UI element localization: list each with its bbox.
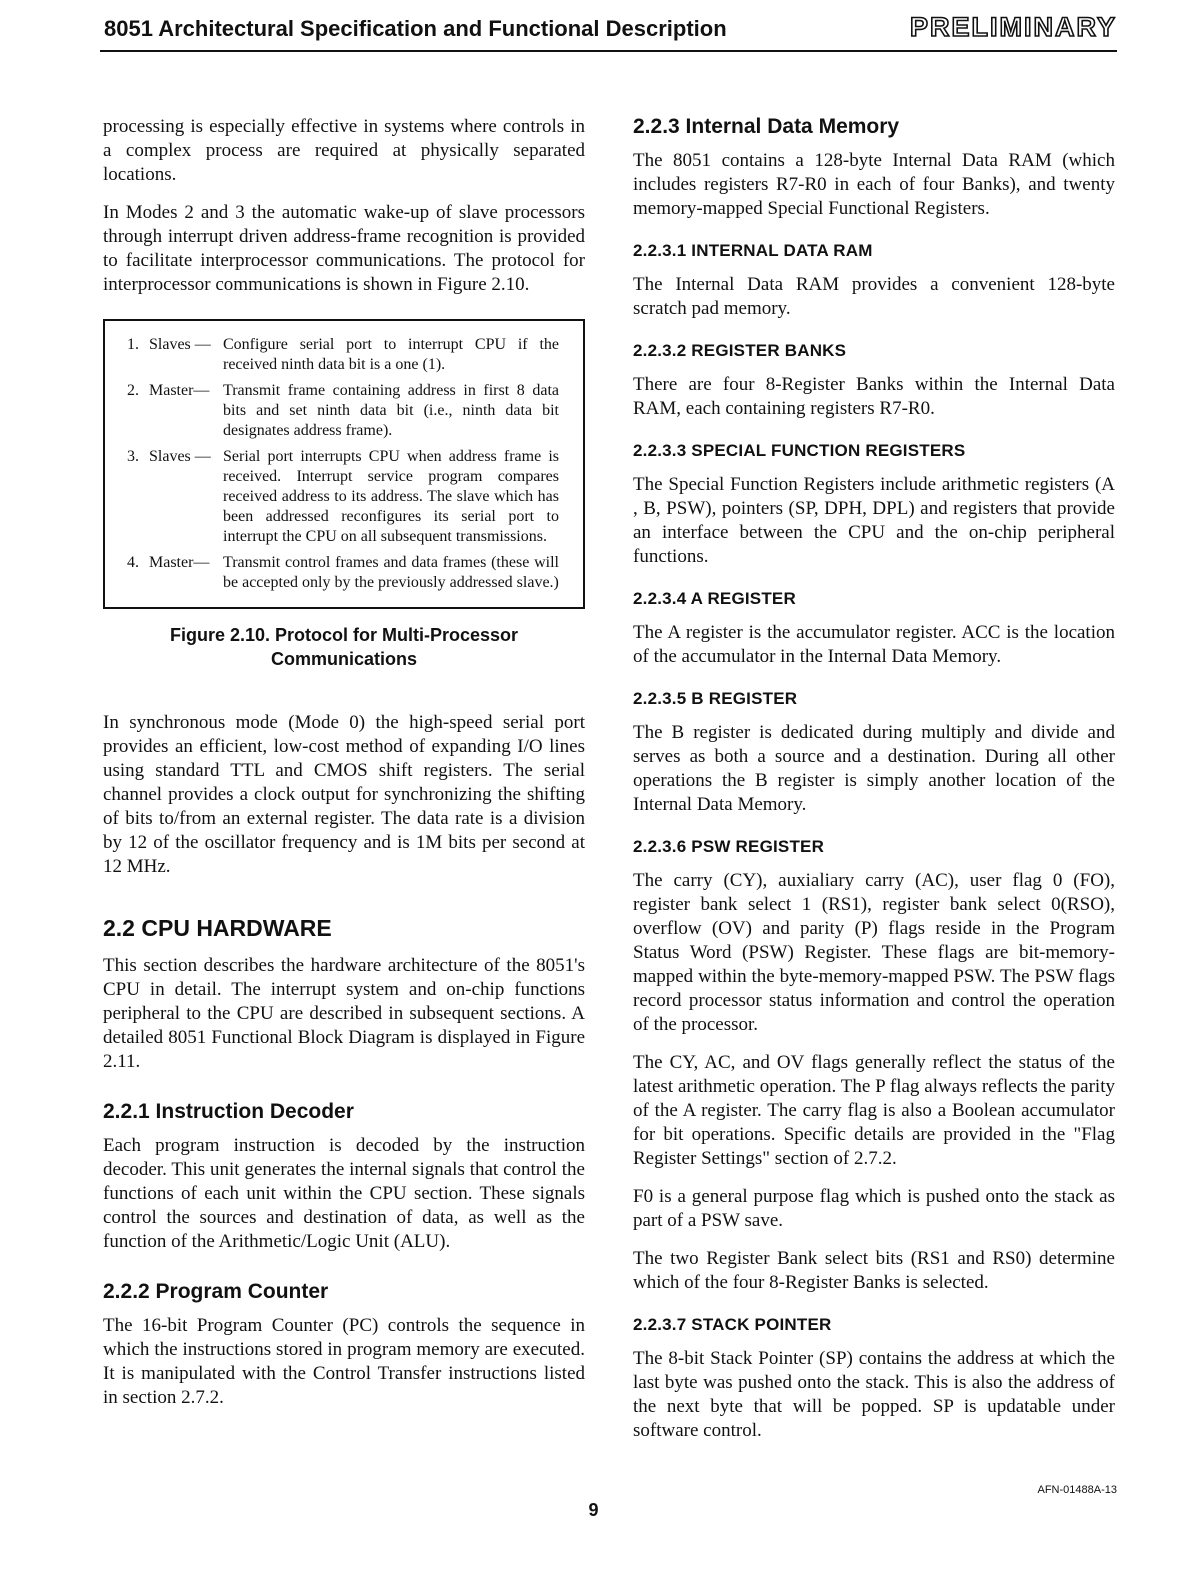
protocol-step xyxy=(127,381,559,441)
paragraph: The carry (CY), auxialiary carry (AC), user flag 0 (FO), register bank select 1 (RS1), register bank select 0(RSO), overflow (OV) and parity (P) flags reside in the Program Status Word (PSW) Register. These flags are bit-memory-mapped within the byte-memory-mapped PSW. The PSW flags record processor status information and control the operation of the processor. xyxy=(633,870,1115,1035)
document-code: AFN-01488A-13 xyxy=(1037,1484,1117,1496)
header-rule xyxy=(100,50,1117,52)
step-role: Slaves — xyxy=(149,336,211,353)
protocol-step xyxy=(127,335,559,375)
protocol-step xyxy=(127,447,559,547)
left-column xyxy=(103,115,585,1424)
paragraph: The CY, AC, and OV flags generally reflect the status of the latest arithmetic operation. The P flag always reflects the parity of the A register. The carry flag is also a Boolean accumulator for bit operations. Specific details are provided in the "Flag Register Settings" section of 2.7.2. xyxy=(633,1052,1115,1169)
section-heading: 2.2.2 Program Counter xyxy=(103,1280,329,1303)
paragraph: Each program instruction is decoded by the instruction decoder. This unit generates the internal signals that control the functions of each unit within the CPU section. These signals control the sources and destination of data, as well as the function of the Arithmetic/Logic Unit (ALU). xyxy=(103,1135,585,1252)
protocol-step xyxy=(127,553,559,593)
paragraph: The two Register Bank select bits (RS1 and RS0) determine which of the four 8-Register Banks is selected. xyxy=(633,1248,1115,1293)
paragraph: The A register is the accumulator register. ACC is the location of the accumulator in the Internal Data Memory. xyxy=(633,622,1115,667)
subsection-heading: 2.2.3.7 STACK POINTER xyxy=(633,1315,832,1334)
paragraph: In Modes 2 and 3 the automatic wake-up of slave processors through interrupt driven address-frame recognition is provided to facilitate interprocessor communications. The protocol for interprocessor communications is shown in Figure 2.10. xyxy=(103,202,585,295)
caption-line: Figure 2.10. Protocol for Multi-Processor xyxy=(169,625,519,645)
paragraph: There are four 8-Register Banks within the Internal Data RAM, each containing registers R7-R0. xyxy=(633,374,1115,419)
section-heading: 2.2 CPU HARDWARE xyxy=(103,915,332,941)
page-number: 9 xyxy=(588,1500,599,1520)
figure-caption xyxy=(103,623,585,671)
paragraph: This section describes the hardware architecture of the 8051's CPU in detail. The interrupt system and on-chip functions peripheral to the CPU are described in subsequent sections. A detailed 8051 Functional Block Diagram is displayed in Figure 2.11. xyxy=(103,955,585,1072)
step-text: Serial port interrupts CPU when address frame is received. Interrupt service program compares received address to its address. The slave which has been addressed reconfigures its serial port to interrupt the CPU on all subsequent transmissions. xyxy=(223,448,559,545)
subsection-heading: 2.2.3.3 SPECIAL FUNCTION REGISTERS xyxy=(633,441,966,460)
step-role: Slaves — xyxy=(149,448,211,465)
step-number: 2. xyxy=(127,382,139,399)
paragraph: processing is especially effective in systems where controls in a complex process are required at physically separated locations. xyxy=(103,116,585,185)
right-column xyxy=(633,115,1115,1457)
paragraph: The Special Function Registers include arithmetic registers (A , B, PSW), pointers (SP, DPH, DPL) and registers that provide an interface between the CPU and the on-chip peripheral functions. xyxy=(633,474,1115,567)
step-text: Transmit control frames and data frames (these will be accepted only by the previously addressed slave.) xyxy=(223,554,559,591)
paragraph: The 16-bit Program Counter (PC) controls the sequence in which the instructions stored in program memory are executed. It is manipulated with the Control Transfer instructions listed in section 2.7.2. xyxy=(103,1315,585,1408)
paragraph: F0 is a general purpose flag which is pushed onto the stack as part of a PSW save. xyxy=(633,1186,1115,1231)
step-number: 4. xyxy=(127,554,139,571)
step-role: Master— xyxy=(149,554,210,571)
page-header-title: 8051 Architectural Specification and Functional Description xyxy=(104,16,727,41)
paragraph: In synchronous mode (Mode 0) the high-speed serial port provides an efficient, low-cost method of expanding I/O lines using standard TTL and CMOS shift registers. The serial channel provides a clock output for synchronizing the shifting of bits to/from an external register. The data rate is a division by 12 of the oscillator frequency and is 1M bits per second at 12 MHz. xyxy=(103,712,585,877)
section-heading: 2.2.1 Instruction Decoder xyxy=(103,1100,354,1123)
subsection-heading: 2.2.3.1 INTERNAL DATA RAM xyxy=(633,241,873,260)
protocol-figure-box xyxy=(103,319,585,609)
preliminary-badge: PRELIMINARY xyxy=(909,12,1117,42)
subsection-heading: 2.2.3.2 REGISTER BANKS xyxy=(633,341,847,360)
paragraph: The 8051 contains a 128-byte Internal Data RAM (which includes registers R7-R0 in each of four Banks), and twenty memory-mapped Special Functional Registers. xyxy=(633,150,1115,219)
step-number: 3. xyxy=(127,448,139,465)
caption-line: Communications xyxy=(270,649,417,669)
step-number: 1. xyxy=(127,336,139,353)
paragraph: The 8-bit Stack Pointer (SP) contains the address at which the last byte was pushed onto the stack. This is also the address of the next byte that will be popped. SP is updatable under software control. xyxy=(633,1348,1115,1441)
paragraph: The Internal Data RAM provides a convenient 128-byte scratch pad memory. xyxy=(633,274,1115,319)
section-heading: 2.2.3 Internal Data Memory xyxy=(633,115,900,138)
subsection-heading: 2.2.3.6 PSW REGISTER xyxy=(633,837,825,856)
step-role: Master— xyxy=(149,382,210,399)
step-text: Configure serial port to interrupt CPU if the received ninth data bit is a one (1). xyxy=(223,336,559,373)
step-text: Transmit frame containing address in first 8 data bits and set ninth data bit (i.e., ninth data bit designates address frame). xyxy=(223,382,559,439)
subsection-heading: 2.2.3.5 B REGISTER xyxy=(633,689,798,708)
paragraph: The B register is dedicated during multiply and divide and serves as both a source and a destination. During all other operations the B register is simply another location of the Internal Data Memory. xyxy=(633,722,1115,815)
subsection-heading: 2.2.3.4 A REGISTER xyxy=(633,589,796,608)
